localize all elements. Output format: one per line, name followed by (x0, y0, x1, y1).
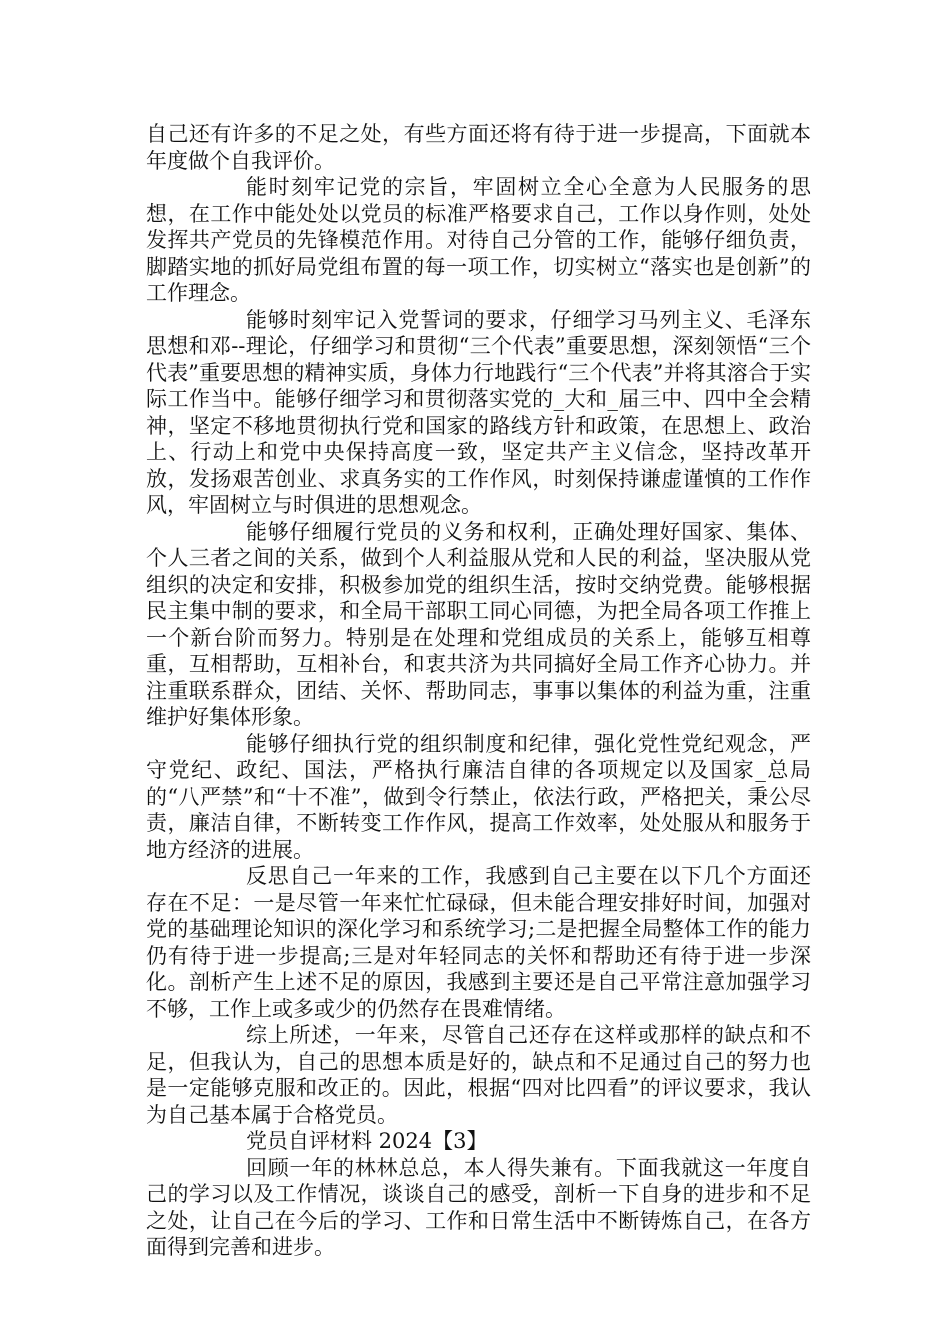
paragraph-review: 回顾一年的林林总总，本人得失兼有。下面我就这一年度自己的学习以及工作情况，谈谈自己的感受，剖析一下自身的进步和不足之处，让自己在今后的学习、工作和日常生活中不断铸炼自己，在各方面得到完善和进步。 (146, 1155, 811, 1259)
paragraph-shortcomings: 反思自己一年来的工作，我感到自己主要在以下几个方面还存在不足：一是尽管一年来忙忙碌碌，但未能合理安排好时间，加强对党的基础理论知识的深化学习和系统学习;二是把握全局整体工作的能力仍有待于进一步提高;三是对年轻同志的关怀和帮助还有待于进一步深化。剖析产生上述不足的原因，我感到主要还是自己平常注意加强学习不够，工作上或多或少的仍然存在畏难情绪。 (146, 864, 811, 1021)
paragraph-duties: 能够仔细履行党员的义务和权利，正确处理好国家、集体、个人三者之间的关系，做到个人利益服从党和人民的利益，坚决服从党组织的决定和安排，积极参加党的组织生活，按时交纳党费。能够根据民主集中制的要求，和全局干部职工同心同德，为把全局各项工作推上一个新台阶而努力。特别是在处理和党组成员的关系上，能够互相尊重，互相帮助，互相补台，和衷共济为共同搞好全局工作齐心协力。并注重联系群众，团结、关怀、帮助同志，事事以集体的利益为重，注重维护好集体形象。 (146, 519, 811, 729)
document-body (146, 121, 811, 1261)
paragraph-summary: 综上所述，一年来，尽管自己还存在这样或那样的缺点和不足，但我认为，自己的思想本质是好的，缺点和不足通过自己的努力也是一定能够克服和改正的。因此，根据“四对比四看”的评议要求，我认为自己基本属于合格党员。 (146, 1023, 811, 1127)
paragraph-discipline: 能够仔细执行党的组织制度和纪律，强化党性党纪观念，严守党纪、政纪、国法，严格执行廉洁自律的各项规定以及国家_总局的“八严禁”和“十不准”，做到令行禁止，依法行政，严格把关，秉公尽责，廉洁自律，不断转变工作作风，提高工作效率，处处服从和服务于地方经济的进展。 (146, 731, 811, 862)
section-heading: 党员自评材料 2024【3】 (246, 1129, 488, 1153)
paragraph-intro: 自己还有许多的不足之处，有些方面还将有待于进一步提高，下面就本年度做个自我评价。 (146, 122, 811, 173)
paragraph-oath: 能够时刻牢记入党誓词的要求，仔细学习马列主义、毛泽东思想和邓--理论，仔细学习和贯彻“三个代表”重要思想，深刻领悟“三个代表”重要思想的精神实质，身体力行地践行“三个代表”并将其溶合于实际工作当中。能够仔细学习和贯彻落实党的_大和_届三中、四中全会精神，坚定不移地贯彻执行党和国家的路线方针和政策，在思想上、政治上、行动上和党中央保持高度一致，坚定共产主义信念，坚持改革开放，发扬艰苦创业、求真务实的工作作风，时刻保持谦虚谨慎的工作作风，牢固树立与时俱进的思想观念。 (146, 307, 811, 517)
paragraph-purpose: 能时刻牢记党的宗旨，牢固树立全心全意为人民服务的思想，在工作中能处处以党员的标准严格要求自己，工作以身作则，处处发挥共产党员的先锋模范作用。对待自己分管的工作，能够仔细负责，脚踏实地的抓好局党组布置的每一项工作，切实树立“落实也是创新”的工作理念。 (146, 175, 811, 305)
